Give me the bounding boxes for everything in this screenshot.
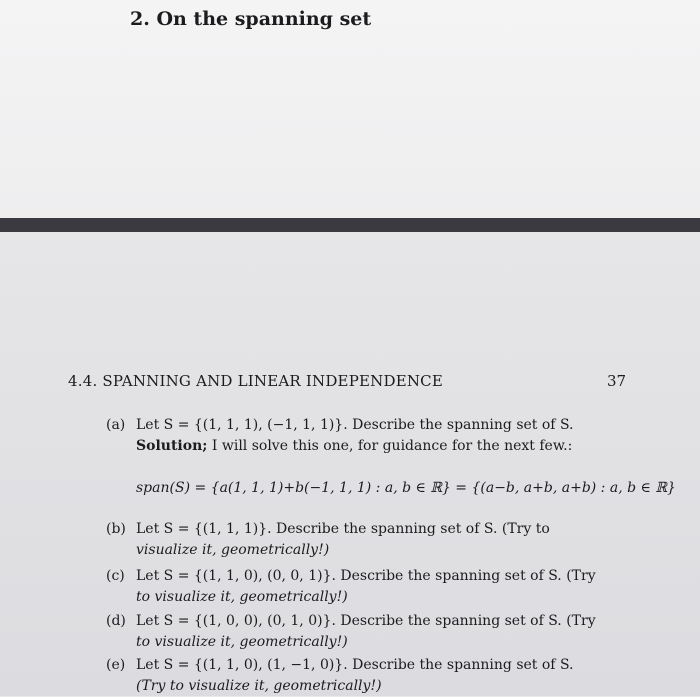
item-note: (Try to visualize it, geometrically!) bbox=[136, 678, 382, 694]
page-number: 37 bbox=[607, 372, 627, 390]
running-head: 4.4. SPANNING AND LINEAR INDEPENDENCE bbox=[68, 372, 443, 390]
item-label: (d) bbox=[106, 613, 126, 629]
item-text: Let S = {(1, 0, 0), (0, 1, 0)}. Describe the spanning set of S. (Try bbox=[136, 613, 596, 629]
exercise-item-a bbox=[106, 415, 666, 457]
item-label: (e) bbox=[106, 657, 126, 673]
exercise-item-d bbox=[106, 611, 666, 653]
section-heading: 2. On the spanning set bbox=[130, 8, 372, 30]
item-label: (b) bbox=[106, 521, 126, 537]
item-note: to visualize it, geometrically!) bbox=[136, 634, 348, 650]
bottom-page bbox=[0, 232, 700, 696]
item-text: Let S = {(1, 1, 0), (1, −1, 0)}. Describe the spanning set of S. bbox=[136, 657, 574, 673]
item-text: Let S = {(1, 1, 0), (0, 0, 1)}. Describe the spanning set of S. (Try bbox=[136, 568, 596, 584]
item-text: Let S = {(1, 1, 1), (−1, 1, 1)}. Describe the spanning set of S. bbox=[136, 417, 574, 433]
top-page bbox=[0, 0, 700, 218]
exercise-item-b bbox=[106, 519, 666, 561]
item-label: (a) bbox=[106, 417, 126, 433]
page-gap-band bbox=[0, 218, 700, 232]
span-formula: span(S) = {a(1, 1, 1)+b(−1, 1, 1) : a, b ∈ ℝ} = {(a−b, a+b, a+b) : a, b ∈ ℝ} bbox=[136, 480, 676, 496]
item-label: (c) bbox=[106, 568, 125, 584]
item-note: to visualize it, geometrically!) bbox=[136, 589, 348, 605]
solution-text: I will solve this one, for guidance for the next few.: bbox=[207, 438, 573, 454]
item-note: visualize it, geometrically!) bbox=[136, 542, 330, 558]
item-text: Let S = {(1, 1, 1)}. Describe the spanning set of S. (Try to bbox=[136, 521, 550, 537]
exercise-item-e bbox=[106, 655, 666, 697]
exercise-item-c bbox=[106, 566, 666, 608]
solution-label: Solution; bbox=[136, 438, 208, 454]
